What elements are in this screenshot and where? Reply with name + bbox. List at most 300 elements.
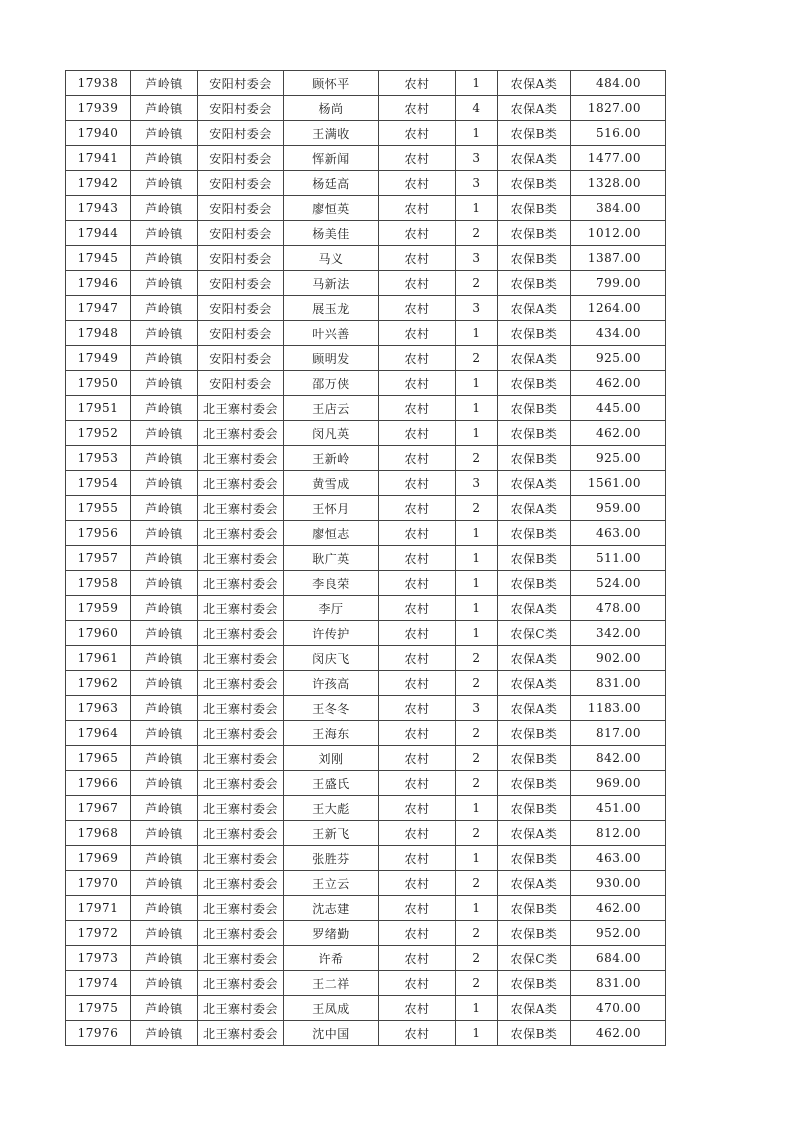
- cell-serial-number: 17975: [66, 996, 131, 1021]
- cell-person-name: 王店云: [284, 396, 379, 421]
- cell-village-committee: 北王寨村委会: [198, 671, 284, 696]
- cell-person-name: 王新飞: [284, 821, 379, 846]
- cell-person-count: 1: [456, 371, 498, 396]
- cell-village-committee: 安阳村委会: [198, 96, 284, 121]
- cell-person-name: 张胜芬: [284, 846, 379, 871]
- cell-town: 芦岭镇: [131, 696, 198, 721]
- cell-village-committee: 北王寨村委会: [198, 871, 284, 896]
- table-row: [66, 421, 666, 446]
- cell-person-name: 展玉龙: [284, 296, 379, 321]
- cell-person-name: 杨廷高: [284, 171, 379, 196]
- cell-town: 芦岭镇: [131, 671, 198, 696]
- cell-insurance-category: 农保A类: [498, 996, 571, 1021]
- cell-serial-number: 17968: [66, 821, 131, 846]
- cell-residence-type: 农村: [379, 696, 456, 721]
- cell-insurance-category: 农保A类: [498, 671, 571, 696]
- cell-residence-type: 农村: [379, 146, 456, 171]
- cell-village-committee: 北王寨村委会: [198, 421, 284, 446]
- cell-person-name: 李厅: [284, 596, 379, 621]
- cell-amount: 930.00: [571, 871, 666, 896]
- table-row: [66, 646, 666, 671]
- cell-insurance-category: 农保B类: [498, 1021, 571, 1046]
- cell-town: 芦岭镇: [131, 421, 198, 446]
- cell-village-committee: 北王寨村委会: [198, 571, 284, 596]
- cell-residence-type: 农村: [379, 346, 456, 371]
- table-row: [66, 871, 666, 896]
- cell-person-name: 沈中国: [284, 1021, 379, 1046]
- cell-insurance-category: 农保B类: [498, 896, 571, 921]
- cell-village-committee: 北王寨村委会: [198, 796, 284, 821]
- cell-amount: 831.00: [571, 971, 666, 996]
- cell-serial-number: 17945: [66, 246, 131, 271]
- cell-person-count: 1: [456, 1021, 498, 1046]
- table-row: [66, 146, 666, 171]
- cell-insurance-category: 农保B类: [498, 121, 571, 146]
- cell-person-count: 2: [456, 446, 498, 471]
- table-row: [66, 271, 666, 296]
- cell-village-committee: 北王寨村委会: [198, 596, 284, 621]
- table-row: [66, 671, 666, 696]
- cell-residence-type: 农村: [379, 621, 456, 646]
- cell-town: 芦岭镇: [131, 996, 198, 1021]
- cell-person-name: 王新岭: [284, 446, 379, 471]
- table-row: [66, 521, 666, 546]
- cell-town: 芦岭镇: [131, 721, 198, 746]
- cell-person-count: 1: [456, 596, 498, 621]
- cell-residence-type: 农村: [379, 321, 456, 346]
- cell-residence-type: 农村: [379, 771, 456, 796]
- cell-person-count: 1: [456, 521, 498, 546]
- cell-amount: 1183.00: [571, 696, 666, 721]
- cell-town: 芦岭镇: [131, 246, 198, 271]
- cell-person-count: 2: [456, 871, 498, 896]
- cell-serial-number: 17973: [66, 946, 131, 971]
- cell-person-name: 许传护: [284, 621, 379, 646]
- cell-residence-type: 农村: [379, 971, 456, 996]
- cell-serial-number: 17939: [66, 96, 131, 121]
- cell-village-committee: 北王寨村委会: [198, 946, 284, 971]
- cell-residence-type: 农村: [379, 1021, 456, 1046]
- cell-person-name: 杨美佳: [284, 221, 379, 246]
- cell-residence-type: 农村: [379, 596, 456, 621]
- cell-person-count: 2: [456, 971, 498, 996]
- table-row: [66, 221, 666, 246]
- cell-amount: 462.00: [571, 896, 666, 921]
- table-row: [66, 1021, 666, 1046]
- cell-residence-type: 农村: [379, 471, 456, 496]
- cell-serial-number: 17955: [66, 496, 131, 521]
- cell-amount: 524.00: [571, 571, 666, 596]
- cell-person-count: 2: [456, 346, 498, 371]
- cell-serial-number: 17960: [66, 621, 131, 646]
- cell-town: 芦岭镇: [131, 171, 198, 196]
- cell-person-count: 1: [456, 321, 498, 346]
- cell-amount: 451.00: [571, 796, 666, 821]
- cell-amount: 516.00: [571, 121, 666, 146]
- cell-village-committee: 安阳村委会: [198, 196, 284, 221]
- cell-insurance-category: 农保B类: [498, 921, 571, 946]
- cell-amount: 1328.00: [571, 171, 666, 196]
- table-row: [66, 721, 666, 746]
- cell-person-count: 2: [456, 496, 498, 521]
- cell-village-committee: 北王寨村委会: [198, 771, 284, 796]
- cell-person-count: 1: [456, 396, 498, 421]
- cell-town: 芦岭镇: [131, 796, 198, 821]
- cell-amount: 959.00: [571, 496, 666, 521]
- cell-residence-type: 农村: [379, 921, 456, 946]
- table-row: [66, 571, 666, 596]
- cell-insurance-category: 农保A类: [498, 346, 571, 371]
- cell-serial-number: 17941: [66, 146, 131, 171]
- table-row: [66, 596, 666, 621]
- cell-person-name: 恽新闻: [284, 146, 379, 171]
- table-row: [66, 346, 666, 371]
- cell-person-name: 叶兴善: [284, 321, 379, 346]
- cell-person-count: 3: [456, 246, 498, 271]
- cell-insurance-category: 农保A类: [498, 496, 571, 521]
- cell-serial-number: 17949: [66, 346, 131, 371]
- table-row: [66, 546, 666, 571]
- cell-residence-type: 农村: [379, 571, 456, 596]
- cell-residence-type: 农村: [379, 896, 456, 921]
- cell-residence-type: 农村: [379, 121, 456, 146]
- table-row: [66, 946, 666, 971]
- cell-person-count: 2: [456, 746, 498, 771]
- cell-insurance-category: 农保B类: [498, 371, 571, 396]
- cell-insurance-category: 农保B类: [498, 721, 571, 746]
- cell-serial-number: 17959: [66, 596, 131, 621]
- table-row: [66, 371, 666, 396]
- cell-insurance-category: 农保B类: [498, 271, 571, 296]
- cell-town: 芦岭镇: [131, 446, 198, 471]
- table-row: [66, 796, 666, 821]
- cell-village-committee: 北王寨村委会: [198, 746, 284, 771]
- cell-town: 芦岭镇: [131, 96, 198, 121]
- cell-amount: 342.00: [571, 621, 666, 646]
- cell-serial-number: 17964: [66, 721, 131, 746]
- cell-village-committee: 北王寨村委会: [198, 521, 284, 546]
- cell-village-committee: 北王寨村委会: [198, 396, 284, 421]
- cell-insurance-category: 农保B类: [498, 846, 571, 871]
- cell-town: 芦岭镇: [131, 296, 198, 321]
- cell-person-name: 王怀月: [284, 496, 379, 521]
- cell-serial-number: 17950: [66, 371, 131, 396]
- cell-serial-number: 17944: [66, 221, 131, 246]
- table-row: [66, 746, 666, 771]
- cell-village-committee: 安阳村委会: [198, 371, 284, 396]
- cell-insurance-category: 农保B类: [498, 521, 571, 546]
- cell-village-committee: 北王寨村委会: [198, 1021, 284, 1046]
- cell-person-name: 顾怀平: [284, 71, 379, 96]
- cell-serial-number: 17970: [66, 871, 131, 896]
- cell-amount: 462.00: [571, 371, 666, 396]
- cell-person-name: 王大彪: [284, 796, 379, 821]
- cell-residence-type: 农村: [379, 421, 456, 446]
- cell-town: 芦岭镇: [131, 621, 198, 646]
- table-row: [66, 471, 666, 496]
- cell-amount: 831.00: [571, 671, 666, 696]
- cell-residence-type: 农村: [379, 221, 456, 246]
- cell-village-committee: 安阳村委会: [198, 246, 284, 271]
- cell-person-count: 2: [456, 671, 498, 696]
- cell-insurance-category: 农保C类: [498, 946, 571, 971]
- cell-residence-type: 农村: [379, 446, 456, 471]
- cell-serial-number: 17952: [66, 421, 131, 446]
- cell-person-count: 2: [456, 771, 498, 796]
- cell-residence-type: 农村: [379, 371, 456, 396]
- cell-amount: 462.00: [571, 1021, 666, 1046]
- cell-person-count: 3: [456, 146, 498, 171]
- cell-amount: 384.00: [571, 196, 666, 221]
- cell-town: 芦岭镇: [131, 396, 198, 421]
- cell-insurance-category: 农保B类: [498, 546, 571, 571]
- cell-residence-type: 农村: [379, 546, 456, 571]
- cell-village-committee: 北王寨村委会: [198, 821, 284, 846]
- cell-person-name: 杨尚: [284, 96, 379, 121]
- table-row: [66, 171, 666, 196]
- cell-residence-type: 农村: [379, 496, 456, 521]
- cell-town: 芦岭镇: [131, 571, 198, 596]
- cell-village-committee: 安阳村委会: [198, 221, 284, 246]
- cell-village-committee: 北王寨村委会: [198, 621, 284, 646]
- cell-person-count: 1: [456, 196, 498, 221]
- cell-amount: 1387.00: [571, 246, 666, 271]
- cell-insurance-category: 农保A类: [498, 96, 571, 121]
- cell-residence-type: 农村: [379, 821, 456, 846]
- cell-amount: 1561.00: [571, 471, 666, 496]
- cell-insurance-category: 农保A类: [498, 146, 571, 171]
- table-row: [66, 446, 666, 471]
- cell-village-committee: 安阳村委会: [198, 171, 284, 196]
- cell-village-committee: 北王寨村委会: [198, 971, 284, 996]
- cell-amount: 799.00: [571, 271, 666, 296]
- table-body: [66, 71, 666, 1046]
- table-row: [66, 696, 666, 721]
- cell-residence-type: 农村: [379, 71, 456, 96]
- cell-town: 芦岭镇: [131, 196, 198, 221]
- cell-person-count: 2: [456, 921, 498, 946]
- cell-residence-type: 农村: [379, 171, 456, 196]
- cell-town: 芦岭镇: [131, 146, 198, 171]
- cell-residence-type: 农村: [379, 96, 456, 121]
- cell-amount: 445.00: [571, 396, 666, 421]
- cell-serial-number: 17958: [66, 571, 131, 596]
- cell-town: 芦岭镇: [131, 971, 198, 996]
- cell-town: 芦岭镇: [131, 1021, 198, 1046]
- cell-residence-type: 农村: [379, 296, 456, 321]
- cell-amount: 1827.00: [571, 96, 666, 121]
- cell-residence-type: 农村: [379, 871, 456, 896]
- cell-serial-number: 17947: [66, 296, 131, 321]
- table-row: [66, 921, 666, 946]
- cell-town: 芦岭镇: [131, 496, 198, 521]
- cell-person-name: 耿广英: [284, 546, 379, 571]
- cell-amount: 952.00: [571, 921, 666, 946]
- cell-person-name: 李良荣: [284, 571, 379, 596]
- cell-insurance-category: 农保B类: [498, 246, 571, 271]
- cell-serial-number: 17940: [66, 121, 131, 146]
- table-row: [66, 71, 666, 96]
- cell-town: 芦岭镇: [131, 921, 198, 946]
- cell-person-name: 王冬冬: [284, 696, 379, 721]
- cell-town: 芦岭镇: [131, 896, 198, 921]
- cell-person-name: 顾明发: [284, 346, 379, 371]
- cell-residence-type: 农村: [379, 196, 456, 221]
- table-row: [66, 321, 666, 346]
- cell-village-committee: 北王寨村委会: [198, 996, 284, 1021]
- table-row: [66, 121, 666, 146]
- cell-town: 芦岭镇: [131, 946, 198, 971]
- cell-person-name: 马新法: [284, 271, 379, 296]
- benefits-table: [65, 70, 666, 1046]
- cell-village-committee: 北王寨村委会: [198, 721, 284, 746]
- cell-insurance-category: 农保A类: [498, 696, 571, 721]
- cell-residence-type: 农村: [379, 271, 456, 296]
- table-row: [66, 771, 666, 796]
- cell-serial-number: 17953: [66, 446, 131, 471]
- cell-serial-number: 17957: [66, 546, 131, 571]
- cell-serial-number: 17962: [66, 671, 131, 696]
- cell-insurance-category: 农保A类: [498, 471, 571, 496]
- cell-serial-number: 17974: [66, 971, 131, 996]
- cell-insurance-category: 农保B类: [498, 971, 571, 996]
- cell-insurance-category: 农保B类: [498, 321, 571, 346]
- cell-person-name: 廖恒志: [284, 521, 379, 546]
- cell-town: 芦岭镇: [131, 121, 198, 146]
- cell-person-count: 3: [456, 471, 498, 496]
- cell-amount: 925.00: [571, 346, 666, 371]
- cell-town: 芦岭镇: [131, 771, 198, 796]
- cell-residence-type: 农村: [379, 721, 456, 746]
- cell-village-committee: 安阳村委会: [198, 346, 284, 371]
- cell-amount: 511.00: [571, 546, 666, 571]
- cell-town: 芦岭镇: [131, 546, 198, 571]
- cell-town: 芦岭镇: [131, 746, 198, 771]
- cell-residence-type: 农村: [379, 396, 456, 421]
- cell-person-name: 王盛氏: [284, 771, 379, 796]
- cell-residence-type: 农村: [379, 521, 456, 546]
- cell-amount: 463.00: [571, 846, 666, 871]
- cell-village-committee: 北王寨村委会: [198, 496, 284, 521]
- cell-amount: 1264.00: [571, 296, 666, 321]
- cell-insurance-category: 农保B类: [498, 396, 571, 421]
- cell-insurance-category: 农保A类: [498, 71, 571, 96]
- cell-serial-number: 17938: [66, 71, 131, 96]
- cell-serial-number: 17946: [66, 271, 131, 296]
- cell-village-committee: 北王寨村委会: [198, 921, 284, 946]
- cell-person-count: 1: [456, 71, 498, 96]
- cell-residence-type: 农村: [379, 946, 456, 971]
- cell-town: 芦岭镇: [131, 346, 198, 371]
- cell-village-committee: 北王寨村委会: [198, 446, 284, 471]
- cell-village-committee: 北王寨村委会: [198, 846, 284, 871]
- cell-amount: 842.00: [571, 746, 666, 771]
- cell-person-name: 王立云: [284, 871, 379, 896]
- cell-town: 芦岭镇: [131, 846, 198, 871]
- cell-insurance-category: 农保B类: [498, 171, 571, 196]
- cell-serial-number: 17976: [66, 1021, 131, 1046]
- cell-town: 芦岭镇: [131, 321, 198, 346]
- cell-amount: 1012.00: [571, 221, 666, 246]
- cell-serial-number: 17956: [66, 521, 131, 546]
- cell-person-count: 3: [456, 296, 498, 321]
- table-row: [66, 296, 666, 321]
- cell-amount: 925.00: [571, 446, 666, 471]
- cell-residence-type: 农村: [379, 746, 456, 771]
- cell-person-name: 许孩高: [284, 671, 379, 696]
- cell-amount: 902.00: [571, 646, 666, 671]
- cell-village-committee: 安阳村委会: [198, 71, 284, 96]
- table-row: [66, 896, 666, 921]
- cell-village-committee: 安阳村委会: [198, 321, 284, 346]
- cell-village-committee: 安阳村委会: [198, 271, 284, 296]
- cell-amount: 817.00: [571, 721, 666, 746]
- cell-village-committee: 安阳村委会: [198, 146, 284, 171]
- cell-serial-number: 17948: [66, 321, 131, 346]
- table-row: [66, 196, 666, 221]
- table-row: [66, 246, 666, 271]
- cell-serial-number: 17966: [66, 771, 131, 796]
- cell-insurance-category: 农保C类: [498, 621, 571, 646]
- cell-serial-number: 17967: [66, 796, 131, 821]
- cell-amount: 969.00: [571, 771, 666, 796]
- cell-insurance-category: 农保A类: [498, 296, 571, 321]
- cell-serial-number: 17942: [66, 171, 131, 196]
- cell-person-count: 1: [456, 421, 498, 446]
- cell-town: 芦岭镇: [131, 871, 198, 896]
- cell-serial-number: 17972: [66, 921, 131, 946]
- cell-insurance-category: 农保A类: [498, 596, 571, 621]
- cell-serial-number: 17971: [66, 896, 131, 921]
- cell-village-committee: 北王寨村委会: [198, 546, 284, 571]
- cell-town: 芦岭镇: [131, 646, 198, 671]
- cell-residence-type: 农村: [379, 996, 456, 1021]
- cell-insurance-category: 农保B类: [498, 796, 571, 821]
- cell-person-name: 闵庆飞: [284, 646, 379, 671]
- cell-person-name: 刘刚: [284, 746, 379, 771]
- cell-person-name: 许希: [284, 946, 379, 971]
- cell-amount: 478.00: [571, 596, 666, 621]
- cell-insurance-category: 农保A类: [498, 646, 571, 671]
- cell-amount: 484.00: [571, 71, 666, 96]
- cell-person-count: 1: [456, 621, 498, 646]
- cell-person-name: 王海东: [284, 721, 379, 746]
- cell-serial-number: 17954: [66, 471, 131, 496]
- cell-town: 芦岭镇: [131, 521, 198, 546]
- cell-amount: 470.00: [571, 996, 666, 1021]
- cell-village-committee: 北王寨村委会: [198, 646, 284, 671]
- table-row: [66, 846, 666, 871]
- cell-person-count: 1: [456, 996, 498, 1021]
- cell-serial-number: 17963: [66, 696, 131, 721]
- cell-insurance-category: 农保A类: [498, 871, 571, 896]
- cell-village-committee: 安阳村委会: [198, 296, 284, 321]
- cell-person-count: 2: [456, 221, 498, 246]
- cell-village-committee: 北王寨村委会: [198, 471, 284, 496]
- cell-village-committee: 北王寨村委会: [198, 696, 284, 721]
- cell-town: 芦岭镇: [131, 596, 198, 621]
- cell-residence-type: 农村: [379, 671, 456, 696]
- cell-serial-number: 17943: [66, 196, 131, 221]
- table-row: [66, 821, 666, 846]
- cell-insurance-category: 农保B类: [498, 196, 571, 221]
- cell-amount: 434.00: [571, 321, 666, 346]
- cell-person-count: 1: [456, 846, 498, 871]
- table-row: [66, 396, 666, 421]
- cell-person-name: 王二祥: [284, 971, 379, 996]
- cell-person-name: 王满收: [284, 121, 379, 146]
- cell-person-name: 马义: [284, 246, 379, 271]
